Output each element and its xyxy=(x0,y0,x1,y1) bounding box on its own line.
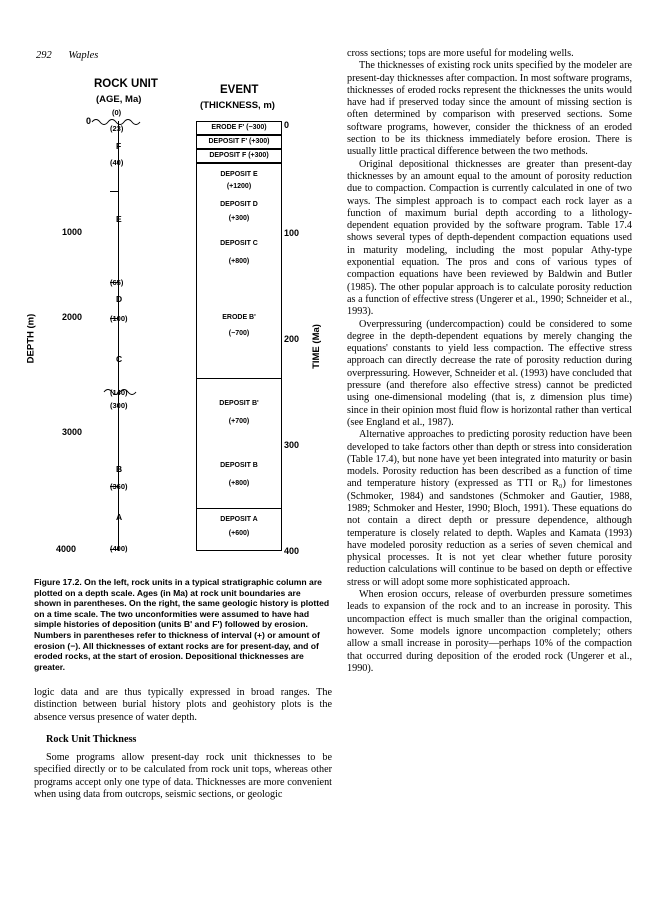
time-tick: 200 xyxy=(284,334,300,344)
event-label: DEPOSIT F (+300) xyxy=(209,152,269,159)
rock-unit-label: E xyxy=(116,214,122,224)
paragraph: Some programs allow present-day rock unit thicknesses to be specified directly or to be calculated from rock unit tops, whereas other programs accept only one type of data. Thicknesses are more convenient when using data from outcrops, seismic sections, or geologic xyxy=(34,752,332,801)
event-label: DEPOSIT B' xyxy=(219,400,259,407)
event-label: DEPOSIT F' (+300) xyxy=(208,138,270,145)
rock-unit-label: D xyxy=(116,294,123,304)
paragraph: Overpressuring (undercompaction) could be considered to some degree in the depth-dependent equations by merely changing the equations' constants to yield less compaction. The effective stress approach can directly decrease the rate of porosity reduction during overpressuring. However, Schneider et al. (1993) have concluded that pressure (and therefore also effective stress) cannot be predicted using one-dimensional modeling (that is, z dimension plus time) since in their opinion most fluid flow is horizontal rather than vertical (see England et al., 1987). xyxy=(347,318,632,428)
event-label: DEPOSIT E xyxy=(220,171,258,178)
right-column-text xyxy=(347,48,632,675)
event-label: (+300) xyxy=(228,215,250,222)
event-label: (+1200) xyxy=(226,183,252,190)
rock-unit-label: A xyxy=(116,512,123,522)
thickness-subheading: (THICKNESS, m) xyxy=(200,100,275,111)
paragraph: cross sections; tops are more useful for modeling wells. xyxy=(347,48,574,59)
event-label: (+600) xyxy=(228,530,250,537)
age-label: (300) xyxy=(110,401,128,410)
age-label: (65) xyxy=(110,278,124,287)
rock-unit-label: F xyxy=(116,141,122,151)
depth-axis-title: DEPTH (m) xyxy=(25,313,37,364)
event-label: DEPOSIT B xyxy=(220,462,258,469)
section-heading: Rock Unit Thickness xyxy=(46,733,137,745)
stratigraphic-figure xyxy=(25,78,340,568)
paragraph: Alternative approaches to predicting porosity reduction have been developed to take factors other than depth or stress into consideration (Table 17.4), but none have yet been integrated into maturity or basin models. Porosity reduction has been described as a function of time and temperature history (expressed as TTI or R₀) for limestones (Schmoker, 1984) and sandstones (Schmoker and Gautier, 1988, 1989; Schmoker and Hester, 1990; Bloch, 1991). These equations do not contain a direct depth or pressure dependence, although temperature is closely related to depth. Waples and Kamata (1993) have modeled porosity reduction as a series of seven chemical and physical processes. It is not yet clear whether future porosity reduction calculations will continue to be based on depth or effective stress or will adopt some more sophisticated approach. xyxy=(347,429,632,588)
event-label: ERODE F' (−300) xyxy=(211,124,267,131)
time-axis-title: TIME (Ma) xyxy=(310,324,322,369)
event-label: DEPOSIT A xyxy=(220,516,258,523)
depth-tick: 4000 xyxy=(56,544,77,554)
rock-unit-heading: ROCK UNIT xyxy=(94,78,158,90)
time-tick: 300 xyxy=(284,440,300,450)
event-label: DEPOSIT D xyxy=(220,201,258,208)
event-label: (+800) xyxy=(228,480,250,487)
time-tick: 100 xyxy=(284,228,300,238)
figure-caption: Figure 17.2. On the left, rock units in a typical stratigraphic column are plotted on a depth scale. Ages (in Ma) at rock unit boundaries are shown in parentheses. On the right, the same geologic history is plotted on a time scale. The two unconformities were assumed to have had simple histories of deposition (units B' and F') followed by erosion. Numbers in parentheses refer to thickness of interval (+) or amount of erosion (−). All thicknesses of extant rocks are for present-day, and of eroded rocks, at the start of erosion. Depositional thicknesses are greater. xyxy=(34,577,330,672)
paragraph: When erosion occurs, release of overburden pressure sometimes leads to expansion of the rock and to an increase in porosity. This uncompaction effect is much smaller than the original compaction, however. Some models ignore uncompaction completely; others allow a small increase in porosity—perhaps 10% of the compaction that occurred during deposition of the eroded rock (Ungerer et al., 1990). xyxy=(347,589,632,674)
event-divider xyxy=(196,378,282,379)
event-heading: EVENT xyxy=(220,84,259,96)
paragraph: Original depositional thicknesses are greater than present-day thicknesses by an amount equal to the amount of porosity reduction due to compaction. Compaction is currently calculated in one of two ways. The simplest approach is to compact each rock layer as a function of maximum burial depth according to a lithology-dependent equation provided by the software program. Table 17.4 shows several types of depth-dependent compaction equations used in maturity modeling, including the most popular Athy-type exponential equation. The pros and cons of various types of compaction equations have been reviewed by Baldwin and Butler (1985). The other popular approach is to calculate porosity reduction as a function of effective stress (Ungerer et al., 1990; Schneider et al., 1993). xyxy=(347,158,632,318)
age-label: (0) xyxy=(112,108,122,117)
depth-tick: 0 xyxy=(86,116,92,126)
age-label: (400) xyxy=(110,544,128,553)
age-label: (23) xyxy=(110,124,124,133)
event-label: (−700) xyxy=(228,330,250,337)
age-label: (40) xyxy=(110,158,124,167)
time-tick: 400 xyxy=(284,546,300,556)
unit-boundary xyxy=(110,191,118,192)
event-label: ERODE B' xyxy=(222,314,256,321)
paragraph: logic data and are thus typically expressed in broad ranges. The distinction between burial history plots and geohistory plots is the absence versus presence of water depth. xyxy=(34,687,332,723)
page-number: 292 xyxy=(36,50,52,61)
depth-tick: 3000 xyxy=(62,427,83,437)
event-label: DEPOSIT C xyxy=(220,240,258,247)
running-author: Waples xyxy=(68,50,99,61)
rock-unit-label: C xyxy=(116,354,123,364)
depth-tick: 1000 xyxy=(62,227,83,237)
paragraph: The thicknesses of existing rock units specified by the modeler are present-day thicknesses after compaction. In most software programs, thicknesses of eroded rocks represent the thicknesses the units would have had if preserved today since the amount of missing section is often determined by comparison with preserved sections. Some software programs, however, consider the thickness of an eroded section to be its thickness immediately before erosion. There is usually little practical difference between the two methods. xyxy=(347,60,632,158)
running-header xyxy=(36,50,98,61)
depth-tick: 2000 xyxy=(62,312,83,322)
rock-unit-label: B xyxy=(116,464,123,474)
time-tick: 0 xyxy=(284,120,290,130)
left-column-text xyxy=(34,687,332,801)
age-label: (360) xyxy=(110,482,128,491)
event-label: (+700) xyxy=(228,418,250,425)
event-label: (+800) xyxy=(228,258,250,265)
age-label: (140) xyxy=(110,388,128,397)
event-divider xyxy=(196,508,282,509)
age-subheading: (AGE, Ma) xyxy=(96,94,142,105)
age-label: (100) xyxy=(110,314,128,323)
